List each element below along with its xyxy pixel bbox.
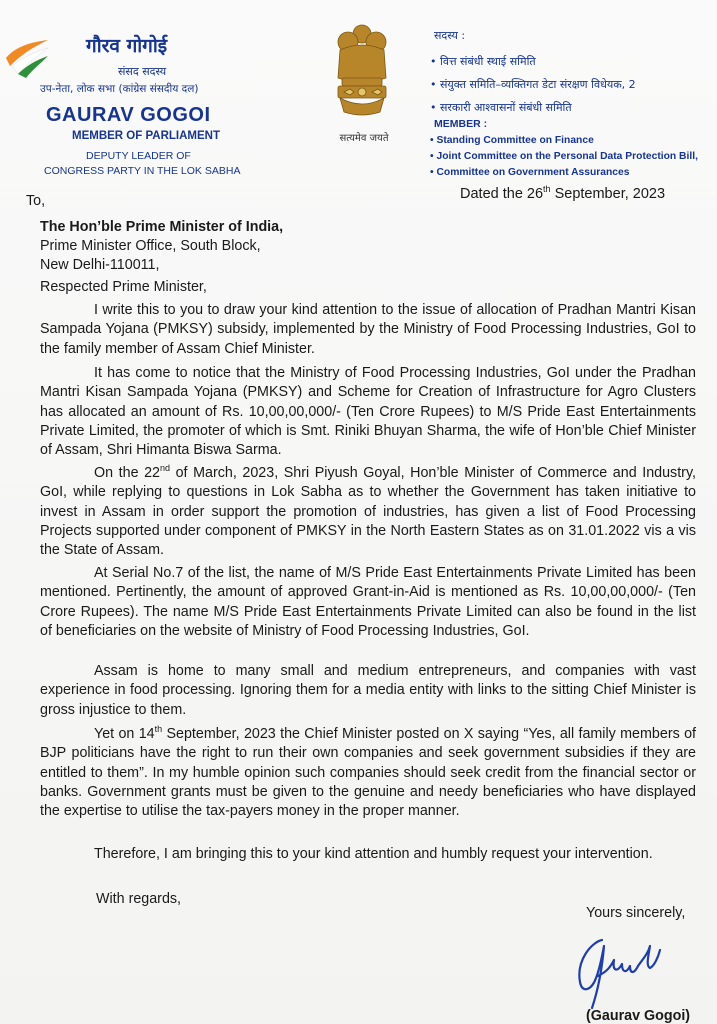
paragraph-4: At Serial No.7 of the list, the name of M/S Pride East Entertainments Private Limited has been mentioned. Pertinently, the amount of approved Grant-in-Aid is mentioned as Rs. 10,00,00,000/- (Ten Crore Rupees). The name M/S Pride East Entertainments Private Limited can also be found in the list of beneficiaries on the website of Ministry of Food Processing Industries, GoI. [40,565,696,639]
paragraph-5: Assam is home to many small and medium entrepreneurs, and companies with vast experience in food processing. Ignoring them for a media entity with links to the sitting Chief Minister is gross injustice to them. [40,663,696,718]
committee-english-item: • Committee on Government Assurances [430,167,630,178]
member-label-english: MEMBER : [434,118,488,130]
closing-yours: Yours sincerely, [586,905,686,921]
committees-english-list [430,133,698,181]
party-flag-icon [2,36,52,78]
paragraph-6 [40,725,696,821]
paragraph-7: Therefore, I am bringing this to your kind attention and humbly request your intervention. [94,846,653,862]
to-line: To, [26,193,46,209]
closing-regards: With regards, [96,891,182,907]
committee-hindi-item: • संयुक्त समिति–व्यक्तिगत डेटा संरक्षण विधेयक, 2 [430,78,636,91]
letter-date [460,184,665,202]
paragraph-3-sup: nd [160,463,171,474]
committee-english-item: • Standing Committee on Finance [430,135,594,146]
committee-english-item: • Joint Committee on the Personal Data Protection Bill, [430,151,698,162]
name-english: GAURAV GOGOI [46,104,211,126]
date-suffix: th [543,184,551,194]
recipient-address [40,218,283,275]
mp-title-hindi: संसद सदस्य [118,65,167,78]
paragraph-3-start: On the 22 [94,465,161,481]
committee-hindi-item: • वित्त संबंधी स्थाई समिति [430,55,536,68]
recipient-office: Prime Minister Office, South Block, [40,238,261,254]
deputy-title-line2: CONGRESS PARTY IN THE LOK SABHA [44,165,241,177]
salutation: Respected Prime Minister, [40,279,207,295]
date-prefix: Dated the 26 [460,185,544,202]
date-rest: September, 2023 [550,185,666,202]
paragraph-6-rest: September, 2023 the Chief Minister posted on X saying “Yes, all family members of BJP politicians have the right to run their own companies and seek government subsidies if they are entitled to them”. In my humble opinion such companies should seek credit from the financial sector or banks. Government grants must be given to the genuine and needy beneficiaries who have displayed the expertise to utilise the tax-payers money in the proper manner. [40,726,696,820]
paragraph-6-start: Yet on 14 [94,726,155,742]
committees-hindi-list [430,50,636,119]
deputy-title-hindi: उप-नेता, लोक सभा (कांग्रेस संसदीय दल) [40,83,199,95]
name-hindi: गौरव गोगोई [86,35,168,57]
paragraph-3 [40,464,696,560]
paragraph-1: I write this to you to draw your kind attention to the issue of allocation of Pradhan Mantri Kisan Sampada Yojana (PMKSY) subsidy, implemented by the Ministry of Food Processing Industries, GoI to the family member of Assam Chief Minister. [40,302,696,357]
emblem-motto: सत्यमेव जयते [339,133,389,144]
paragraph-6-sup: th [154,724,163,735]
committee-hindi-item: • सरकारी आश्वासनों संबंधी समिति [430,101,572,114]
signer-name: (Gaurav Gogoi) [586,1008,691,1024]
mp-title-english: MEMBER OF PARLIAMENT [72,130,221,142]
paragraph-2: It has come to notice that the Ministry of Food Processing Industries, GoI under the Pradhan Mantri Kisan Sampada Yojana (PMKSY) and Scheme for Creation of Infrastructure for Agro Clusters has allocated an amount of Rs. 10,00,00,000/- (Ten Crore Rupees) to M/S Pride East Entertainments Private Limited, the promoter of which is Smt. Riniki Bhuyan Sharma, the wife of Hon’ble Chief Minister of Assam, Shri Himanta Biswa Sarma. [40,365,696,459]
national-emblem-icon [326,20,398,126]
handwritten-signature [562,920,672,1012]
paragraph-3-rest: of March, 2023, Shri Piyush Goyal, Hon’ble Minister of Commerce and Industry, GoI, while replying to questions in Lok Sabha as to whether the Government has taken initiative to invest in Assam in order support the promotion of industries, has given a list of Food Processing Projects supported under component of PMKSY in the North Eastern States as on 31.01.2022 vis a vis the State of Assam. [40,465,696,559]
member-label-hindi: सदस्य : [434,29,466,42]
recipient-city: New Delhi-110011, [40,257,160,273]
recipient-title: The Hon’ble Prime Minister of India, [40,219,284,235]
deputy-title-line1: DEPUTY LEADER OF [86,150,191,162]
